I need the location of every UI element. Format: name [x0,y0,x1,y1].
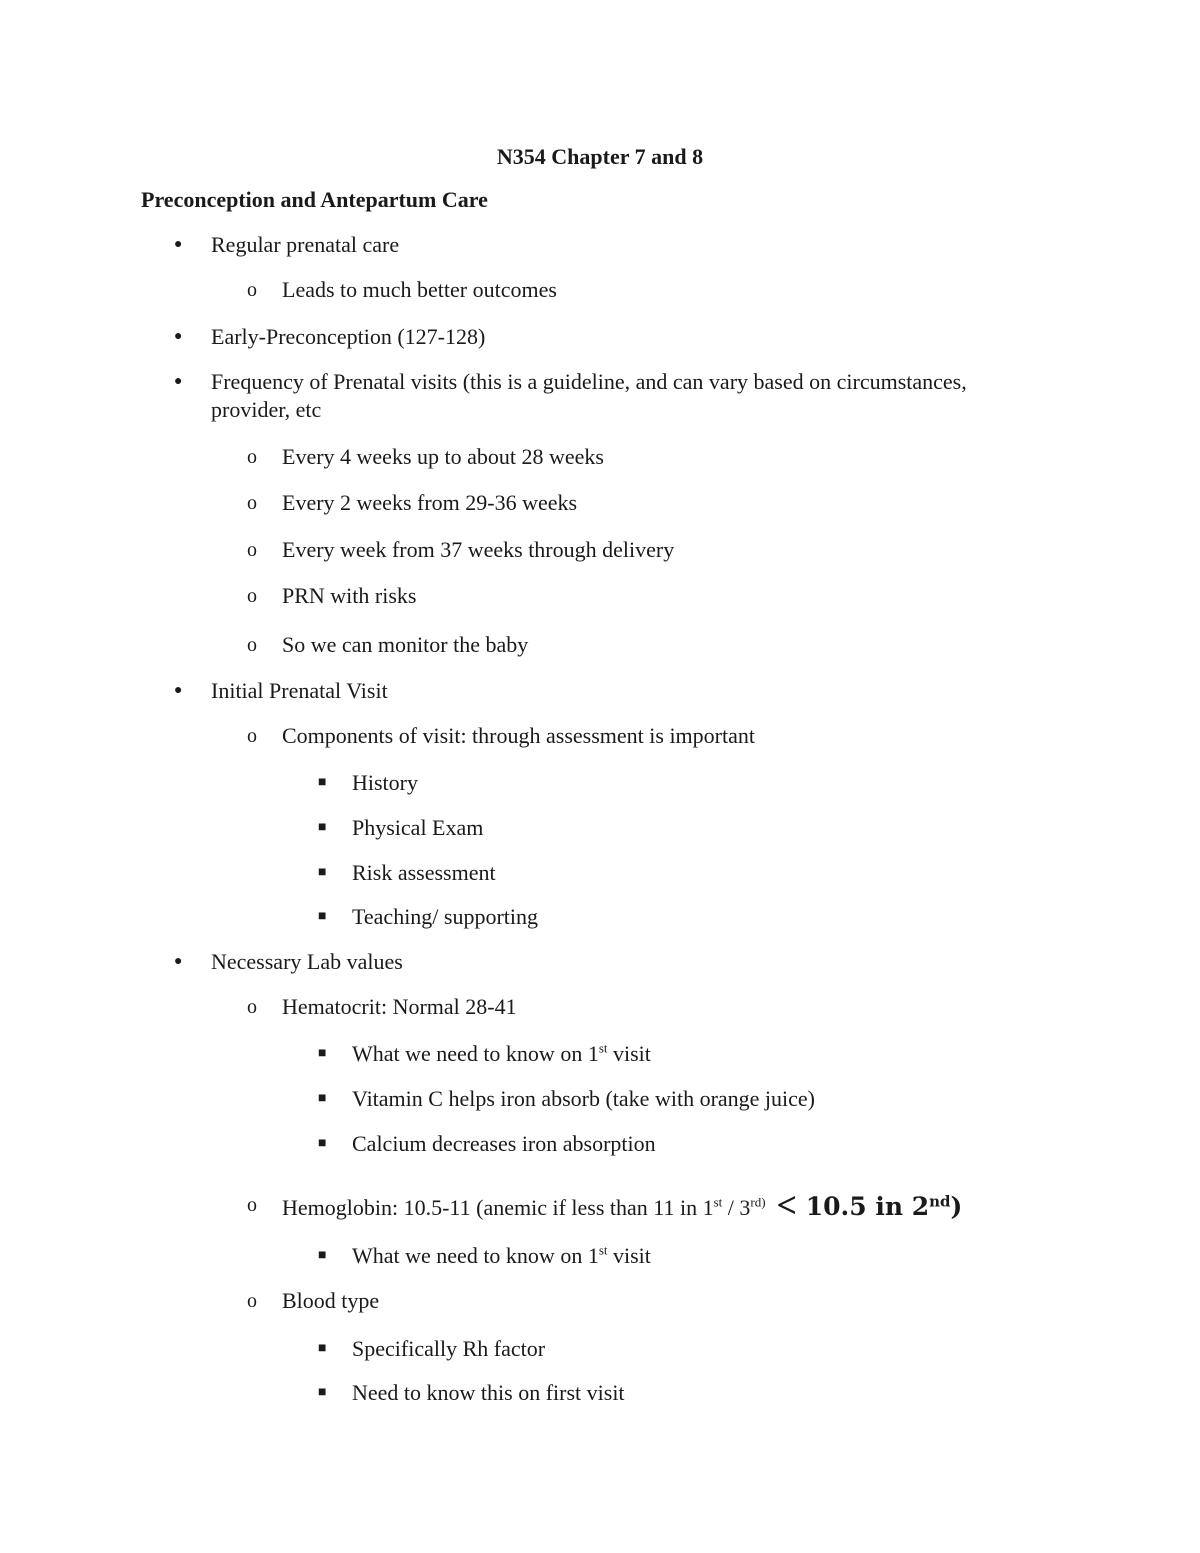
square-bullet-icon: ■ [318,909,327,924]
text-segment: / 3 [722,1195,751,1220]
list-item: Physical Exam [352,815,484,840]
text-segment: ) [950,1192,963,1221]
sub-bullet-icon: o [247,725,257,747]
list-item [352,1242,651,1270]
list-item: Specifically Rh factor [352,1336,546,1361]
section-heading: Preconception and Antepartum Care [141,187,488,212]
list-item: Leads to much better outcomes [282,277,557,302]
square-bullet-icon: ■ [318,1136,327,1151]
square-bullet-icon: ■ [318,865,327,880]
list-item [282,1185,963,1225]
square-bullet-icon: ■ [318,1341,327,1356]
list-item: Early-Preconception (127-128) [211,324,486,349]
square-bullet-icon: ■ [318,775,327,790]
superscript: st [598,1040,608,1056]
bullet-icon: ● [174,683,183,698]
list-item: Necessary Lab values [211,949,403,974]
bullet-icon: ● [174,954,183,969]
list-item: Vitamin C helps iron absorb (take with orange juice) [352,1086,815,1111]
bullet-icon: ● [174,237,183,252]
sub-bullet-icon: o [247,539,257,561]
document-title: N354 Chapter 7 and 8 [496,144,704,169]
bullet-icon: ● [174,374,183,389]
text-segment: Hemoglobin: 10.5-11 (anemic if less than 11 in 1 [282,1195,714,1220]
list-item: Initial Prenatal Visit [211,678,388,703]
list-item: Every 4 weeks up to about 28 weeks [282,444,604,469]
bullet-icon: ● [174,329,183,344]
list-item: PRN with risks [282,583,417,608]
list-item: Hematocrit: Normal 28-41 [282,994,517,1019]
sub-bullet-icon: o [247,996,257,1018]
list-item: Regular prenatal care [211,232,400,257]
sub-bullet-icon: o [247,634,257,656]
square-bullet-icon: ■ [318,1046,327,1061]
superscript: st [713,1194,723,1210]
list-item: Frequency of Prenatal visits (this is a guideline, and can vary based on circumstances, provider, etc [211,369,967,422]
superscript: st [598,1242,608,1258]
sub-bullet-icon: o [247,446,257,468]
square-bullet-icon: ■ [318,1091,327,1106]
list-item: Risk assessment [352,860,496,885]
list-item: Teaching/ supporting [352,904,539,929]
square-bullet-icon: ■ [318,820,327,835]
list-item [352,1040,651,1068]
text-segment: What we need to know on 1 [352,1243,599,1268]
list-item: Blood type [282,1288,380,1313]
text-segment: 10.5 in 2 [797,1192,930,1221]
sub-bullet-icon: o [247,279,257,301]
list-item: Calcium decreases iron absorption [352,1131,656,1156]
list-item: Need to know this on first visit [352,1380,625,1405]
sub-bullet-icon: o [247,585,257,607]
superscript: rd) [750,1194,766,1210]
sub-bullet-icon: o [247,1194,257,1216]
list-item: Components of visit: through assessment is important [282,723,755,748]
sub-bullet-icon: o [247,1290,257,1312]
list-item: Every 2 weeks from 29-36 weeks [282,490,578,515]
list-item: So we can monitor the baby [282,632,529,657]
list-item: Every week from 37 weeks through delivery [282,537,675,562]
sub-bullet-icon: o [247,492,257,514]
list-item: History [352,770,418,795]
superscript: nd [929,1192,951,1211]
text-segment: visit [607,1041,651,1066]
square-bullet-icon: ■ [318,1248,327,1263]
less-than-symbol: < [776,1185,798,1225]
square-bullet-icon: ■ [318,1385,327,1400]
text-segment: What we need to know on 1 [352,1041,599,1066]
text-segment: visit [607,1243,651,1268]
